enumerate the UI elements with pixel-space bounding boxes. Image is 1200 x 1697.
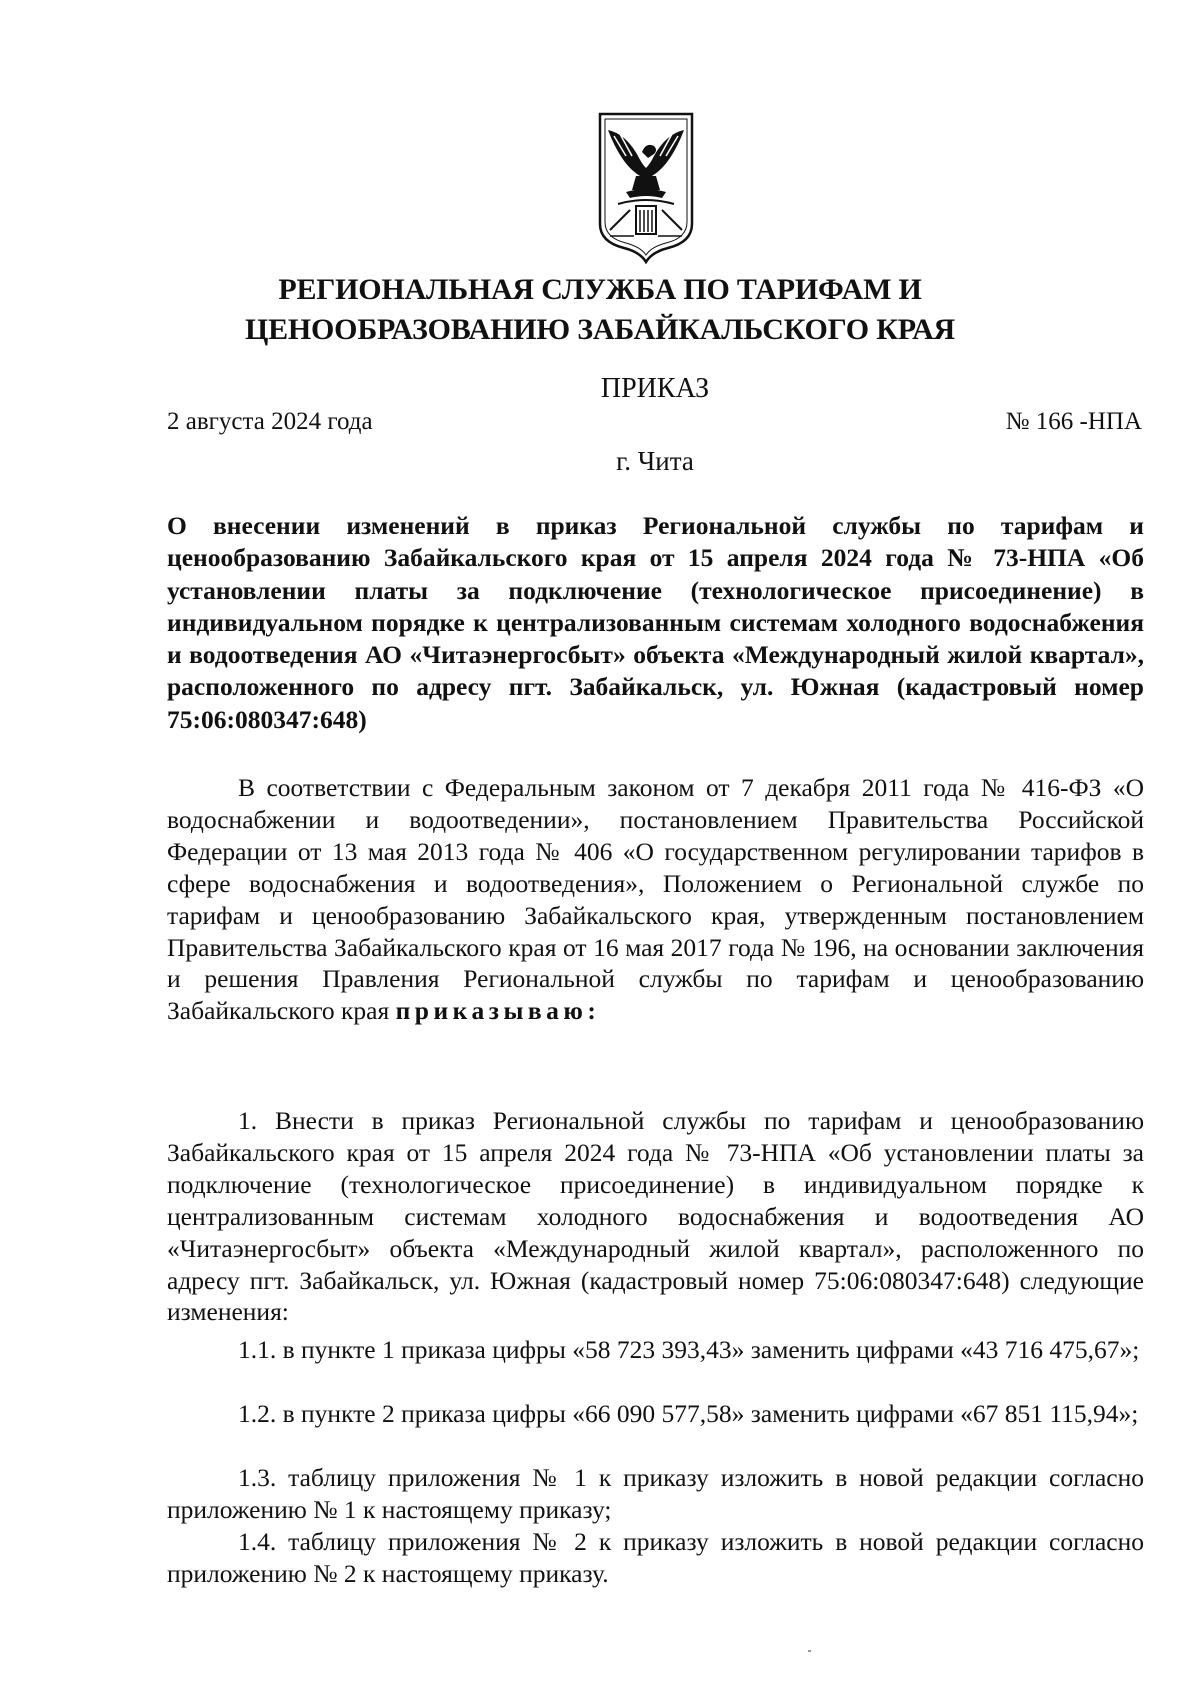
preamble-paragraph <box>167 772 1144 1027</box>
preamble-text: В соответствии с Федеральным законом от 7 декабря 2011 года № 416-ФЗ «О водоснабжении и водоотведении», постановлением Правительства Российской Федерации от 13 мая 2013 года № 406 «О государственном регулировании тарифов в сфере водоснабжения и водоотведения», Положением о Региональной службе по тарифам и ценообразованию Забайкальского края, утвержденным постановлением Правительства Забайкальского края от 16 мая 2017 года № 196, на основании заключения и решения Правления Региональной службы по тарифам и ценообразованию Забайкальского края <box>167 773 1144 1026</box>
document-number: № 166 -НПА <box>1005 408 1142 435</box>
org-title <box>0 270 1200 350</box>
document-subject: О внесении изменений в приказ Региональной службы по тарифам и ценообразованию Забайкальского края от 15 апреля 2024 года № 73-НПА «Об установлении платы за подключение (технологическое присоединение) в индивидуальном порядке к централизованным системам холодного водоснабжения и водоотведения АО «Читаэнергосбыт» объекта «Международный жилой квартал», расположенного по адресу пгт. Забайкальск, ул. Южная (кадастровый номер 75:06:080347:648) <box>167 511 1144 734</box>
item-1-4: 1.4. таблицу приложения № 2 к приказу изложить в новой редакции согласно приложению № 2 к настоящему приказу. <box>167 1527 1144 1588</box>
document-city: г. Чита <box>616 446 694 476</box>
item-1: 1. Внести в приказ Региональной службы по тарифам и ценообразованию Забайкальского края от 15 апреля 2024 года № 73-НПА «Об установлении платы за подключение (технологическое присоединение) в индивидуальном порядке к централизованным системам холодного водоснабжения и водоотведения АО «Читаэнергосбыт» объекта «Международный жилой квартал», расположенного по адресу пгт. Забайкальск, ул. Южная (кадастровый номер 75:06:080347:648) следующие изменения: <box>167 1106 1144 1327</box>
scan-speck <box>808 1650 811 1652</box>
item-1-1: 1.1. в пункте 1 приказа цифры «58 723 393,43» заменить цифрами «43 716 475,67»; <box>238 1335 1140 1364</box>
item-1-3: 1.3. таблицу приложения № 1 к приказу изложить в новой редакции согласно приложению № 1 к настоящему приказу; <box>167 1463 1144 1524</box>
coat-of-arms-icon <box>596 112 696 264</box>
order-word: приказываю: <box>395 996 601 1026</box>
item-1-2: 1.2. в пункте 2 приказа цифры «66 090 577,58» заменить цифрами «67 851 115,94»; <box>238 1399 1139 1428</box>
document-date: 2 августа 2024 года <box>167 408 373 435</box>
org-title-line1: РЕГИОНАЛЬНАЯ СЛУЖБА ПО ТАРИФАМ И <box>278 273 922 306</box>
org-title-line2: ЦЕНООБРАЗОВАНИЮ ЗАБАЙКАЛЬСКОГО КРАЯ <box>244 313 956 346</box>
document-type: ПРИКАЗ <box>600 373 710 404</box>
